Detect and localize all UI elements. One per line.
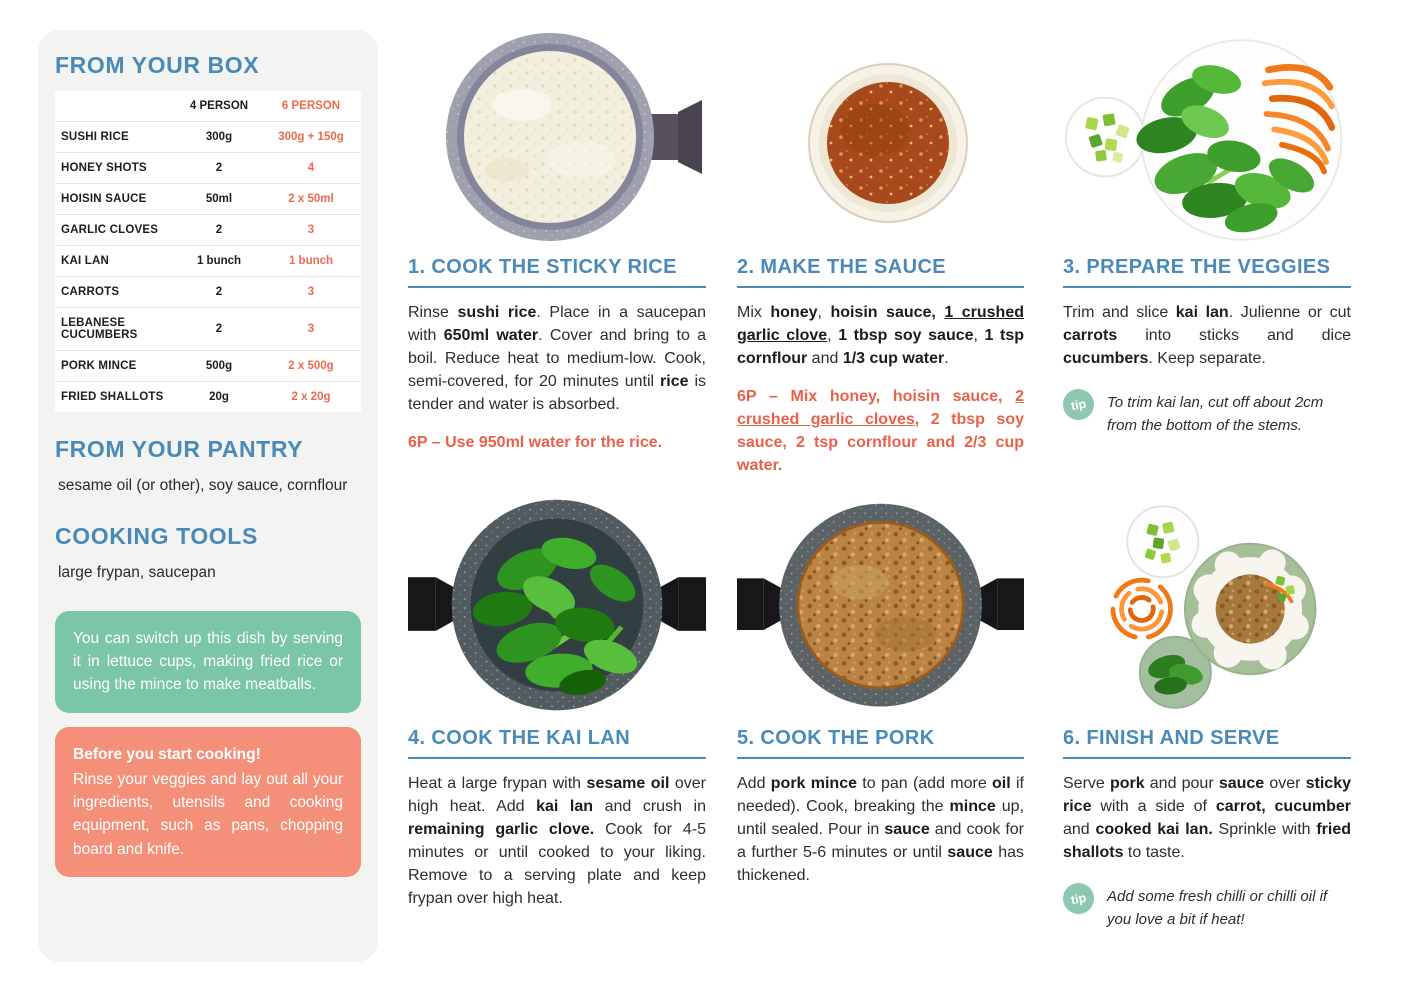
cooking-tools-title: COOKING TOOLS	[55, 523, 258, 550]
step-title: 5. COOK THE PORK	[737, 727, 935, 749]
six-person-note: 6P – Mix honey, hoisin sauce, 2 crushed garlic cloves, 2 tbsp soy sauce, 2 tsp cornflour and 2/3 cup water.	[737, 388, 1024, 475]
table-row: KAI LAN 1 bunch 1 bunch	[55, 246, 361, 277]
step-title: 6. FINISH AND SERVE	[1063, 727, 1280, 749]
pantry-items: sesame oil (or other), soy sauce, cornflour	[58, 477, 348, 494]
title-underline	[1063, 757, 1351, 759]
table-row: SUSHI RICE 300g 300g + 150g	[55, 122, 361, 153]
table-row: HONEY SHOTS 2 4	[55, 153, 361, 184]
step-instructions: Heat a large frypan with sesame oil over high heat. Add kai lan and crush in remaining garlic clove. Cook for 4-5 minutes or until cooked to your liking. Remove to a serving plate and keep frypan over high heat.	[408, 775, 707, 908]
step-1-cook-sticky-rice	[408, 30, 706, 454]
step-title: 2. MAKE THE SAUCE	[737, 256, 947, 278]
table-row: CARROTS 2 3	[55, 277, 361, 308]
tip-icon: tip	[1061, 387, 1097, 423]
table-row: HOISIN SAUCE 50ml 2 x 50ml	[55, 184, 361, 215]
header-4-person: 4 PERSON	[189, 100, 249, 112]
step-title: 3. PREPARE THE VEGGIES	[1063, 256, 1331, 278]
step-2-make-sauce	[737, 30, 1024, 477]
six-person-note: 6P – Use 950ml water for the rice.	[408, 434, 663, 452]
pork-pan-photo	[737, 497, 1024, 719]
table-row: PORK MINCE 500g 2 x 500g	[55, 351, 361, 382]
table-row: LEBANESE CUCUMBERS 2 3	[55, 308, 361, 351]
step-title: 1. COOK THE STICKY RICE	[408, 256, 677, 278]
before-cooking-note	[55, 727, 361, 877]
table-row: FRIED SHALLOTS 20g 2 x 20g	[55, 382, 361, 413]
header-6-person: 6 PERSON	[281, 100, 341, 112]
table-row: GARLIC CLOVES 2 3	[55, 215, 361, 246]
sauce-bowl-photo	[737, 30, 1024, 248]
cooking-tools-items: large frypan, saucepan	[58, 564, 216, 582]
step-instructions: Add pork mince to pan (add more oil if needed). Cook, breaking the mince up, until sealed. Pour in sauce and cook for a further 5-6 minutes or until sauce has thickened.	[737, 775, 1025, 885]
step-title: 4. COOK THE KAI LAN	[408, 727, 631, 749]
ingredients-table	[55, 91, 361, 412]
ingredients-sidebar	[38, 30, 378, 962]
header-blank	[55, 91, 177, 122]
switch-up-note: You can switch up this dish by serving it in lettuce cups, making fried rice or using the mince to make meatballs.	[55, 611, 361, 713]
rice-pot-photo	[408, 30, 706, 248]
veggie-plate-photo	[1063, 30, 1351, 248]
served-dish-photo	[1063, 497, 1351, 719]
step-instructions: Serve pork and pour sauce over sticky rice with a side of carrot, cucumber and cooked kai lan. Sprinkle with fried shallots to taste.	[1063, 775, 1351, 862]
tip-text: Add some fresh chilli or chilli oil if you love a bit if heat!	[1107, 888, 1328, 929]
title-underline	[408, 286, 706, 288]
title-underline	[1063, 286, 1351, 288]
tip-text: To trim kai lan, cut off about 2cm from the bottom of the stems.	[1107, 394, 1324, 435]
title-underline	[408, 757, 706, 759]
before-cooking-title: Before you start cooking!	[73, 745, 261, 763]
step-instructions: Rinse sushi rice. Place in a saucepan with 650ml water. Cover and bring to a boil. Reduce heat to medium-low. Cook, semi-covered, for 20 minutes until rice is tender and water is absorbed.	[408, 304, 707, 414]
from-your-box-title: FROM YOUR BOX	[55, 52, 260, 78]
title-underline	[737, 286, 1024, 288]
from-your-pantry-title: FROM YOUR PANTRY	[55, 436, 304, 462]
carrot-nest	[1113, 580, 1171, 638]
tip-icon: tip	[1061, 881, 1097, 917]
step-5-cook-pork	[737, 497, 1024, 887]
tip-row	[1063, 389, 1351, 438]
before-cooking-text: Rinse your veggies and lay out all your ingredients, utensils and cooking equipment, such as pans, chopping board and knife.	[73, 770, 343, 858]
step-instructions: Trim and slice kai lan. Julienne or cut carrots into sticks and dice cucumbers. Keep separate.	[1063, 304, 1351, 368]
step-instructions: Mix honey, hoisin sauce, 1 crushed garlic clove, 1 tbsp soy sauce, 1 tsp cornflour and 1/3 cup water.	[737, 304, 1024, 368]
kai-lan-pan-photo	[408, 497, 706, 719]
title-underline	[737, 757, 1024, 759]
step-4-cook-kai-lan	[408, 497, 706, 910]
tip-row	[1063, 883, 1351, 932]
step-3-prepare-veggies	[1063, 30, 1351, 438]
step-6-finish-serve	[1063, 497, 1351, 932]
table-header-row	[55, 91, 361, 122]
